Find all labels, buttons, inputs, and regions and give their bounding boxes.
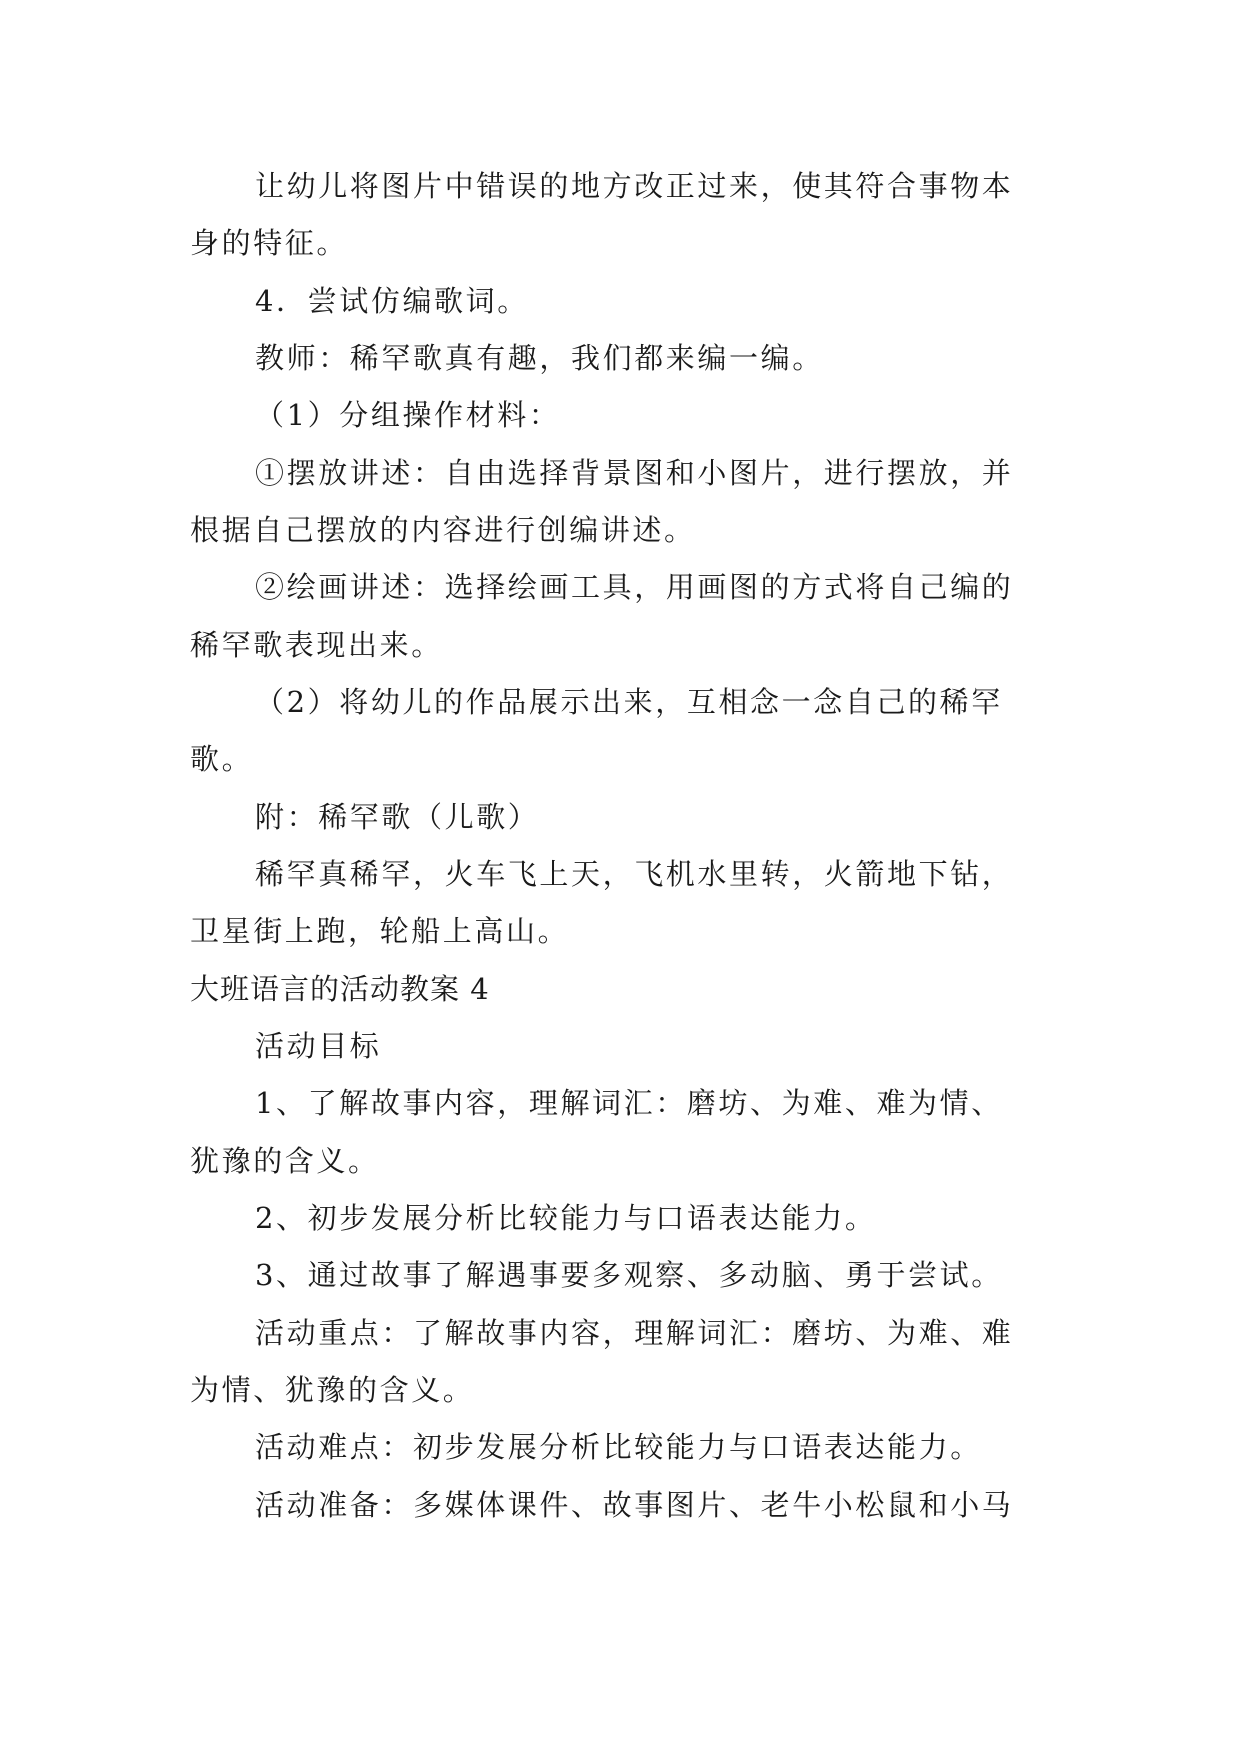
text-line: 4．尝试仿编歌词。 [255,284,529,318]
text-line: 根据自己摆放的内容进行创编讲述。 [190,513,696,547]
text-line: 歌。 [190,742,254,776]
text-line: 为情、犹豫的含义。 [190,1373,475,1407]
text-line: 卫星街上跑，轮船上高山。 [190,914,570,948]
text-line: 身的特征。 [190,226,349,260]
text-line: 2、初步发展分析比较能力与口语表达能力。 [255,1201,877,1235]
text-line: 附：稀罕歌（儿歌） [255,800,540,834]
subsection-heading: 活动目标 [255,1029,382,1063]
text-line: 活动难点：初步发展分析比较能力与口语表达能力。 [255,1430,982,1464]
text-line: ②绘画讲述：选择绘画工具，用画图的方式将自己编的 [255,570,1014,604]
text-line: 稀罕歌表现出来。 [190,628,443,662]
section-heading: 大班语言的活动教案 4 [190,972,490,1006]
text-line: 让幼儿将图片中错误的地方改正过来，使其符合事物本 [255,169,1014,203]
text-line: 1、了解故事内容，理解词汇：磨坊、为难、难为情、 [255,1086,1003,1120]
text-line: ①摆放讲述：自由选择背景图和小图片，进行摆放，并 [255,456,1014,490]
text-line: （2）将幼儿的作品展示出来，互相念一念自己的稀罕 [255,685,1003,719]
text-line: 活动准备：多媒体课件、故事图片、老牛小松鼠和小马 [255,1488,1014,1522]
text-line: 3、通过故事了解遇事要多观察、多动脑、勇于尝试。 [255,1258,1003,1292]
text-line: （1）分组操作材料： [255,398,561,432]
text-line: 犹豫的含义。 [190,1144,380,1178]
text-line: 活动重点：了解故事内容，理解词汇：磨坊、为难、难 [255,1316,1014,1350]
text-line: 稀罕真稀罕，火车飞上天，飞机水里转，火箭地下钻， [255,857,1014,891]
text-line: 教师：稀罕歌真有趣，我们都来编一编。 [255,341,824,375]
